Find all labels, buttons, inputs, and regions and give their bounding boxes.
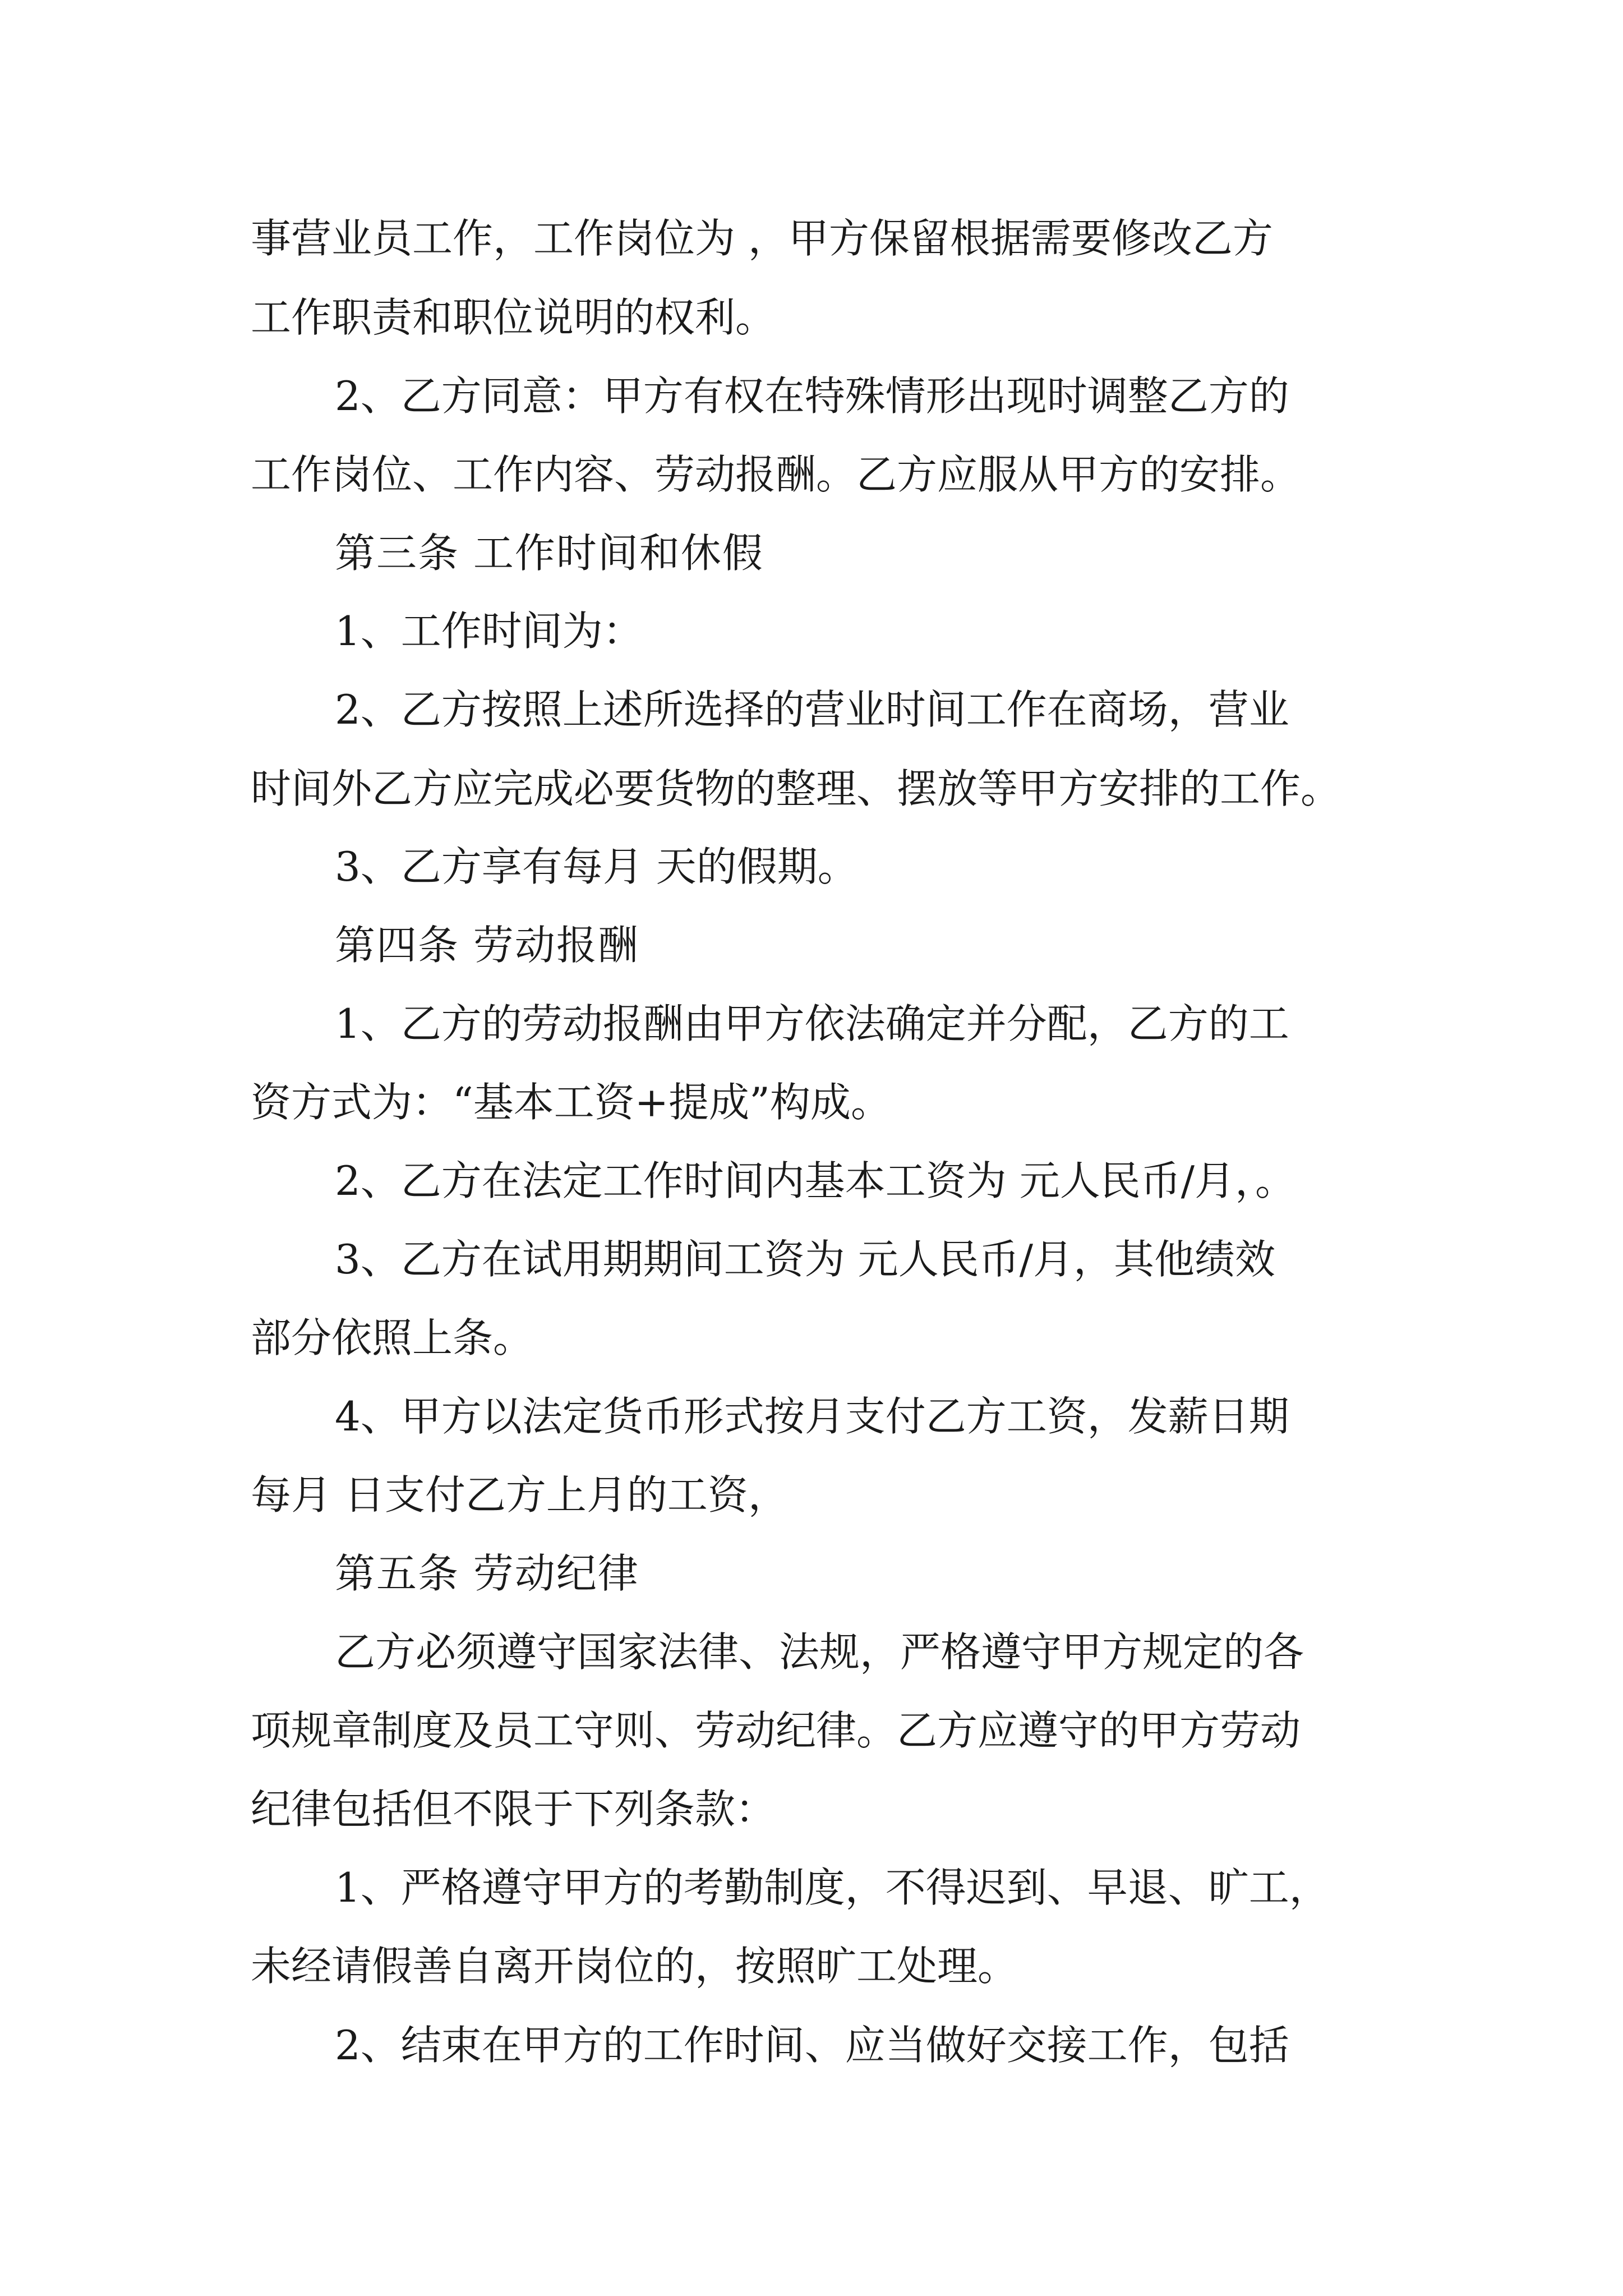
- section-heading: 第五条 劳动纪律: [335, 1550, 639, 1597]
- paragraph-line: 2、结束在甲方的工作时间、应当做好交接工作，包括: [335, 2022, 1289, 2069]
- paragraph-line: 2、乙方按照上述所选择的营业时间工作在商场，营业: [335, 686, 1289, 733]
- paragraph-line: 每月 日支付乙方上月的工资，: [251, 1471, 789, 1519]
- paragraph-line: 事营业员工作，工作岗位为 ，甲方保留根据需要修改乙方: [251, 215, 1273, 262]
- section-heading: 第四条 劳动报酬: [335, 922, 639, 969]
- paragraph-line: 2、乙方在法定工作时间内基本工资为 元人民币/月，。: [335, 1157, 1295, 1204]
- paragraph-line: 4、甲方以法定货币形式按月支付乙方工资，发薪日期: [335, 1393, 1289, 1440]
- section-heading: 第三条 工作时间和休假: [335, 530, 764, 577]
- paragraph-line: 未经请假善自离开岗位的，按照旷工处理。: [251, 1943, 1018, 1990]
- paragraph-line: 1、工作时间为：: [335, 608, 643, 655]
- paragraph-line: 1、乙方的劳动报酬由甲方依法确定并分配，乙方的工: [335, 1000, 1289, 1047]
- paragraph-line: 工作职责和职位说明的权利。: [251, 294, 776, 341]
- paragraph-line: 乙方必须遵守国家法律、法规，严格遵守甲方规定的各: [335, 1628, 1304, 1676]
- paragraph-line: 部分依照上条。: [251, 1314, 534, 1361]
- paragraph-line: 工作岗位、工作内容、劳动报酬。乙方应服从甲方的安排。: [251, 451, 1301, 498]
- paragraph-line: 资方式为：“基本工资+提成”构成。: [251, 1079, 891, 1126]
- paragraph-line: 项规章制度及员工守则、劳动纪律。乙方应遵守的甲方劳动: [251, 1707, 1301, 1754]
- paragraph-line: 2、乙方同意：甲方有权在特殊情形出现时调整乙方的: [335, 372, 1289, 420]
- paragraph-line: 3、乙方享有每月 天的假期。: [335, 843, 858, 890]
- paragraph-line: 1、严格遵守甲方的考勤制度，不得迟到、早退、旷工，: [335, 1864, 1330, 1911]
- paragraph-line: 3、乙方在试用期期间工资为 元人民币/月，其他绩效: [335, 1236, 1275, 1283]
- paragraph-line: 纪律包括但不限于下列条款：: [251, 1786, 776, 1833]
- paragraph-line: 时间外乙方应完成必要货物的整理、摆放等甲方安排的工作。: [251, 765, 1341, 812]
